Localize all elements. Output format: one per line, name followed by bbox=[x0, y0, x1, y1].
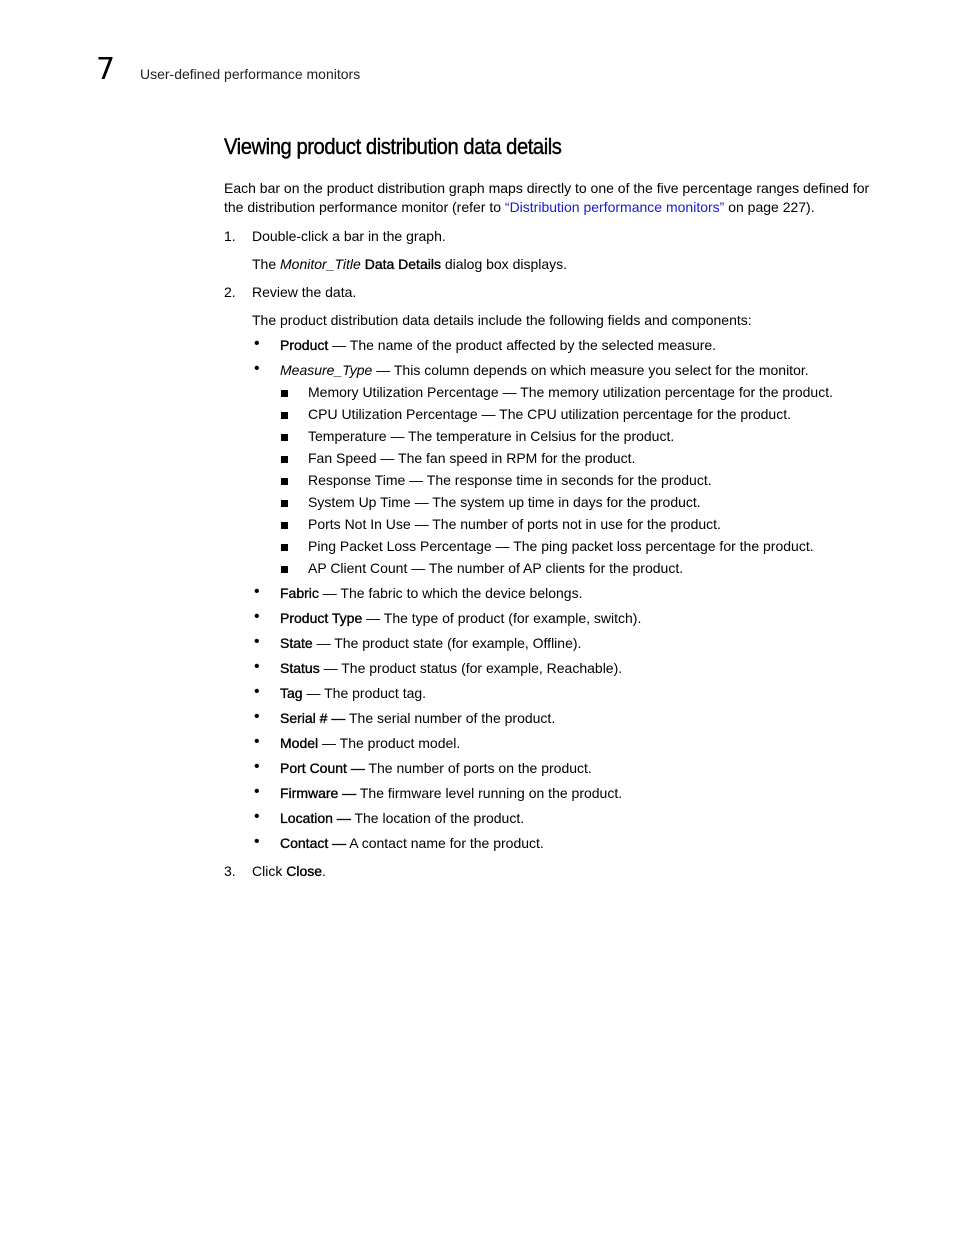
field-label: Contact — bbox=[280, 835, 347, 851]
field-desc: — The product tag. bbox=[302, 685, 427, 701]
measure-item bbox=[280, 383, 874, 401]
measure-item bbox=[280, 405, 874, 423]
measure-text: System Up Time — The system up time in days for the product. bbox=[308, 494, 701, 510]
measure-item bbox=[280, 515, 874, 533]
field-label: Model bbox=[280, 735, 319, 751]
step-2 bbox=[224, 283, 874, 301]
step-3 bbox=[224, 862, 874, 880]
intro-paragraph bbox=[224, 179, 874, 216]
distribution-monitors-link[interactable]: “Distribution performance monitors” bbox=[504, 198, 725, 215]
square-bullet bbox=[281, 500, 288, 507]
bullet: • bbox=[254, 783, 260, 800]
field-label: Port Count — bbox=[280, 760, 365, 776]
square-bullet bbox=[281, 412, 288, 419]
bullet: • bbox=[254, 360, 260, 377]
monitor-title-term: Monitor_Title bbox=[280, 256, 361, 272]
intro-text-end: on page 227). bbox=[724, 198, 815, 215]
measure-text: Temperature — The temperature in Celsius for the product. bbox=[308, 428, 675, 444]
step-text: Double-click a bar in the graph. bbox=[252, 228, 446, 244]
measure-item bbox=[280, 471, 874, 489]
main-content bbox=[224, 133, 874, 880]
measure-item bbox=[280, 427, 874, 445]
field-tag bbox=[252, 684, 874, 702]
field-label: Tag bbox=[280, 685, 303, 701]
field-desc: — The fabric to which the device belongs. bbox=[318, 585, 583, 601]
bullet: • bbox=[254, 683, 260, 700]
result-text-end: dialog box displays. bbox=[440, 256, 568, 272]
field-label: Firmware — bbox=[280, 785, 357, 801]
measures-list bbox=[280, 383, 874, 577]
step-number: 1. bbox=[224, 228, 236, 244]
close-term: Close bbox=[286, 863, 323, 879]
chapter-number: 7 bbox=[96, 52, 116, 87]
measure-text: CPU Utilization Percentage — The CPU utilization percentage for the product. bbox=[308, 406, 791, 422]
step-text-end: . bbox=[322, 863, 326, 879]
field-label: Fabric bbox=[280, 585, 319, 601]
field-label: State bbox=[280, 635, 313, 651]
field-label: Status bbox=[280, 660, 320, 676]
result-text: The bbox=[252, 256, 281, 272]
step-1 bbox=[224, 227, 874, 245]
measure-text: Response Time — The response time in seconds for the product. bbox=[308, 472, 712, 488]
square-bullet bbox=[281, 566, 288, 573]
bullet: • bbox=[254, 658, 260, 675]
intro-text: Each bar on the product distribution graph maps directly to one of the five percentage ranges defined for the distribution performance monitor (refer to bbox=[224, 180, 870, 215]
square-bullet bbox=[281, 478, 288, 485]
field-product-type bbox=[252, 609, 874, 627]
square-bullet bbox=[281, 544, 288, 551]
field-label: Product Type bbox=[280, 610, 363, 626]
field-label: Measure_Type bbox=[280, 362, 373, 378]
step-number: 3. bbox=[224, 863, 236, 879]
data-details-term: Data Details bbox=[364, 256, 441, 272]
field-label: Serial # — bbox=[280, 710, 346, 726]
bullet: • bbox=[254, 335, 260, 352]
field-fabric bbox=[252, 584, 874, 602]
field-location bbox=[252, 809, 874, 827]
running-header: User-defined performance monitors bbox=[140, 66, 361, 82]
bullet: • bbox=[254, 808, 260, 825]
measure-text: AP Client Count — The number of AP clients for the product. bbox=[308, 560, 684, 576]
field-model bbox=[252, 734, 874, 752]
bullet: • bbox=[254, 833, 260, 850]
page-title: Viewing product distribution data details bbox=[224, 134, 562, 159]
measure-text: Ports Not In Use — The number of ports not in use for the product. bbox=[308, 516, 721, 532]
field-serial bbox=[252, 709, 874, 727]
field-desc: — The product model. bbox=[318, 735, 461, 751]
field-desc: A contact name for the product. bbox=[346, 835, 544, 851]
field-port-count bbox=[252, 759, 874, 777]
step-number: 2. bbox=[224, 284, 236, 300]
field-desc: — The name of the product affected by the selected measure. bbox=[328, 337, 717, 353]
bullet: • bbox=[254, 733, 260, 750]
field-label: Location — bbox=[280, 810, 351, 826]
square-bullet bbox=[281, 456, 288, 463]
field-label: Product bbox=[280, 337, 329, 353]
square-bullet bbox=[281, 522, 288, 529]
step-text: Review the data. bbox=[252, 284, 357, 300]
measure-item bbox=[280, 537, 874, 555]
measure-item bbox=[280, 559, 874, 577]
field-desc: The serial number of the product. bbox=[345, 710, 556, 726]
measure-text: Memory Utilization Percentage — The memory utilization percentage for the product. bbox=[308, 384, 833, 400]
measure-item bbox=[280, 493, 874, 511]
field-desc: — The product status (for example, Reachable). bbox=[319, 660, 623, 676]
field-measure-type bbox=[252, 361, 874, 577]
field-firmware bbox=[252, 784, 874, 802]
field-desc: The firmware level running on the product. bbox=[356, 785, 623, 801]
field-desc: The number of ports on the product. bbox=[364, 760, 592, 776]
bullet: • bbox=[254, 708, 260, 725]
field-desc: — The type of product (for example, switch). bbox=[362, 610, 642, 626]
field-desc: — The product state (for example, Offline). bbox=[312, 635, 582, 651]
field-desc: The location of the product. bbox=[350, 810, 525, 826]
step-1-result bbox=[252, 255, 874, 273]
measure-text: Ping Packet Loss Percentage — The ping packet loss percentage for the product. bbox=[308, 538, 814, 554]
field-state bbox=[252, 634, 874, 652]
bullet: • bbox=[254, 608, 260, 625]
square-bullet bbox=[281, 390, 288, 397]
measure-item bbox=[280, 449, 874, 467]
fields-list bbox=[252, 336, 874, 852]
bullet: • bbox=[254, 633, 260, 650]
bullet: • bbox=[254, 758, 260, 775]
step-2-intro: The product distribution data details include the following fields and components: bbox=[252, 312, 752, 328]
field-desc: — This column depends on which measure you select for the monitor. bbox=[372, 362, 809, 378]
step-text: Click bbox=[252, 863, 287, 879]
measure-text: Fan Speed — The fan speed in RPM for the product. bbox=[308, 450, 636, 466]
square-bullet bbox=[281, 434, 288, 441]
field-product bbox=[252, 336, 874, 354]
field-contact bbox=[252, 834, 874, 852]
field-status bbox=[252, 659, 874, 677]
bullet: • bbox=[254, 583, 260, 600]
